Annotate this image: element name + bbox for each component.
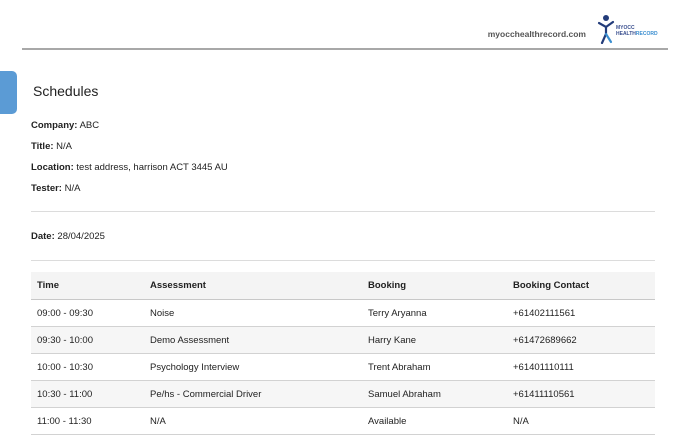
page-header <box>22 0 668 50</box>
table-row <box>31 381 655 408</box>
booking-cell: Available <box>362 408 507 435</box>
booking-contact-cell: +61472689662 <box>507 327 655 354</box>
booking-contact-cell: +61401110111 <box>507 354 655 381</box>
logo-wordmark: MYOCC HEALTHRECORD <box>616 25 658 37</box>
time-cell: 09:00 - 09:30 <box>31 300 144 327</box>
assessment-cell: Demo Assessment <box>144 327 362 354</box>
booking-contact-cell: N/A <box>507 408 655 435</box>
table-header-row <box>31 272 655 300</box>
table-row <box>31 300 655 327</box>
divider <box>31 211 655 212</box>
divider <box>31 260 655 261</box>
schedule-table <box>31 272 655 435</box>
tester-value: N/A <box>64 183 81 194</box>
company-value: ABC <box>79 120 100 131</box>
assessment-cell: N/A <box>144 408 362 435</box>
column-header-booking: Booking <box>362 272 507 300</box>
table-row <box>31 354 655 381</box>
side-tab[interactable] <box>0 71 17 114</box>
booking-cell: Harry Kane <box>362 327 507 354</box>
table-row <box>31 327 655 354</box>
location-value: test address, harrison ACT 3445 AU <box>76 162 228 173</box>
page-title: Schedules <box>33 83 99 99</box>
table-row <box>31 408 655 435</box>
time-cell: 10:00 - 10:30 <box>31 354 144 381</box>
person-figure-icon <box>596 14 616 44</box>
title-line: Title: N/A <box>31 141 73 152</box>
time-cell: 11:00 - 11:30 <box>31 408 144 435</box>
assessment-cell: Psychology Interview <box>144 354 362 381</box>
column-header-time: Time <box>31 272 144 300</box>
booking-contact-cell: +61402111561 <box>507 300 655 327</box>
myocc-logo <box>596 14 668 44</box>
time-cell: 09:30 - 10:00 <box>31 327 144 354</box>
assessment-cell: Noise <box>144 300 362 327</box>
booking-contact-cell: +61411110561 <box>507 381 655 408</box>
time-cell: 10:30 - 11:00 <box>31 381 144 408</box>
column-header-assessment: Assessment <box>144 272 362 300</box>
date-line: Date: 28/04/2025 <box>31 231 105 242</box>
assessment-cell: Pe/hs - Commercial Driver <box>144 381 362 408</box>
booking-cell: Terry Aryanna <box>362 300 507 327</box>
company-line: Company: ABC <box>31 120 100 131</box>
booking-cell: Trent Abraham <box>362 354 507 381</box>
column-header-booking-contact: Booking Contact <box>507 272 655 300</box>
date-value: 28/04/2025 <box>57 231 105 242</box>
booking-cell: Samuel Abraham <box>362 381 507 408</box>
site-url[interactable]: myocchealthrecord.com <box>487 29 586 39</box>
location-line: Location: test address, harrison ACT 3445 AU <box>31 162 228 173</box>
title-value: N/A <box>56 141 73 152</box>
tester-line: Tester: N/A <box>31 183 81 194</box>
